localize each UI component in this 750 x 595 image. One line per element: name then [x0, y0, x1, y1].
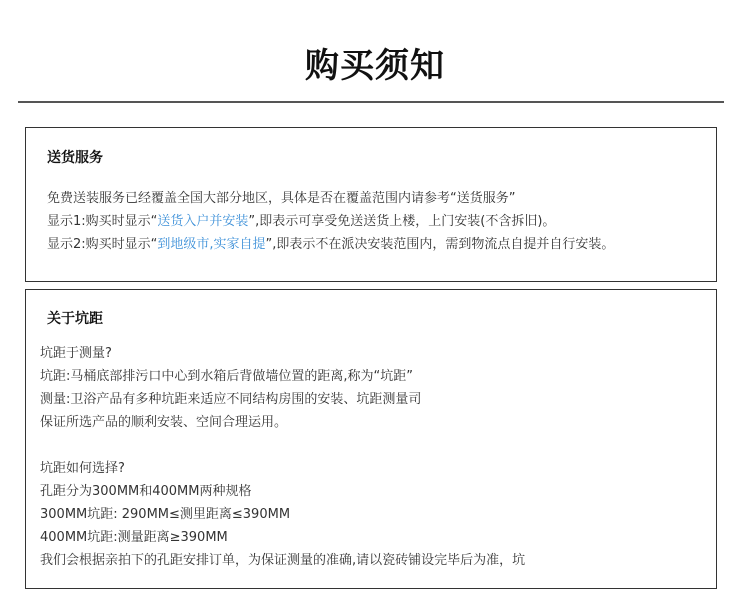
delivery-option-2: [47, 233, 614, 256]
delivery-service-panel: [25, 127, 717, 282]
pit-spec-300: 300MM坑距: 290MM≤测里距离≤390MM: [40, 507, 291, 522]
delivery-service-heading: 送货服务: [47, 150, 103, 166]
pit-distance-body: [40, 342, 525, 572]
delivery-option-1: [47, 210, 614, 233]
page-title: 购买须知: [305, 46, 445, 86]
pit-spec-400: 400MM坑距:测量距离≥390MM: [40, 530, 228, 545]
delivery-option-1-prefix: 显示1:购买时显示“: [47, 214, 158, 229]
pit-measure-note-cont: 保证所选产品的顺利安装、空间合理运用。: [40, 415, 288, 430]
pit-question-choose: 坑距如何选择?: [40, 461, 125, 476]
pit-distance-heading: 关于坑距: [47, 311, 103, 327]
pit-spec-options: 孔距分为300MM和400MM两种规格: [40, 484, 252, 499]
delivery-option-1-suffix: ”,即表示可享受免送送货上楼，上门安装(不含拆旧)。: [248, 214, 556, 229]
delivery-option-1-highlight: 送货入户并安装: [157, 214, 249, 229]
delivery-option-2-highlight: 到地级市,实家自提: [157, 237, 266, 252]
pit-order-note: 我们会根据亲拍下的孔距安排订单，为保证测量的准确,请以瓷砖铺设完毕后为准，坑: [40, 553, 526, 568]
title-divider: [18, 101, 724, 103]
pit-distance-panel: [25, 289, 717, 589]
pit-definition: 坑距:马桶底部排污口中心到水箱后背做墙位置的距离,称为“坑距”: [40, 369, 413, 384]
pit-question-measure: 坑距于测量?: [40, 346, 112, 361]
delivery-option-2-prefix: 显示2:购买时显示“: [47, 237, 158, 252]
delivery-option-2-suffix: ”,即表示不在派决安装范围内，需到物流点自提并自行安装。: [265, 237, 615, 252]
delivery-service-body: [47, 187, 614, 256]
delivery-coverage-text: 免费送装服务已经覆盖全国大部分地区，具体是否在覆盖范围内请参考“送货服务”: [47, 191, 516, 206]
pit-measure-note: 测量:卫浴产品有多种坑距来适应不同结构房围的安装、坑距测量司: [40, 392, 422, 407]
paragraph-gap: [40, 434, 525, 457]
